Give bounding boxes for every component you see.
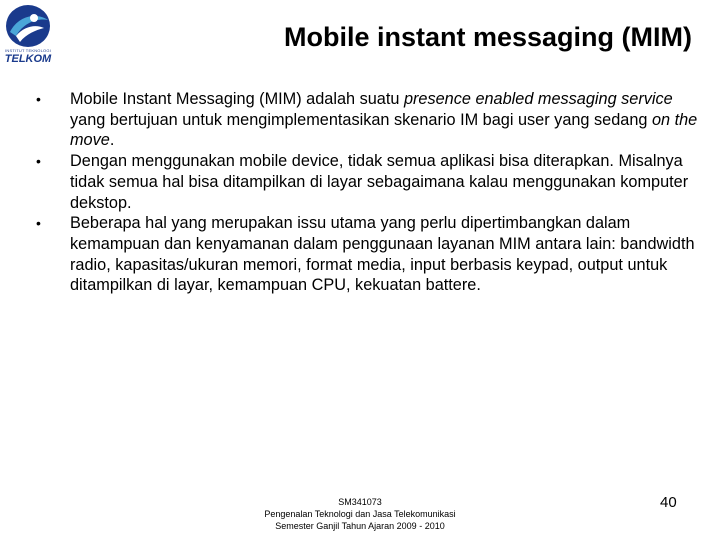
bullet-text: Beberapa hal yang merupakan issu utama yang perlu dipertimbangkan dalam kemampuan dan kenyamanan dalam penggunaan layanan MIM antara lain: bandwidth radio, kapasitas/ukuran memori, format media, input berbasis keypad, output untuk ditampilkan di layar, kemampuan CPU, kekuatan battere.	[70, 214, 695, 295]
logo-wordmark: TELKOM	[4, 53, 52, 65]
bullet-text: presence enabled messaging service	[403, 90, 673, 108]
bullet-text: on the move	[70, 110, 698, 150]
bullet-text: yang bertujuan untuk mengimplementasikan skenario IM bagi user yang sedang	[70, 110, 652, 129]
bullet-text: Dengan menggunakan mobile device, tidak semua aplikasi bisa diterapkan. Misalnya tidak semua hal bisa ditampilkan di layar sebagaimana kalau menggunakan komputer dekstop.	[70, 152, 689, 212]
slide-footer	[240, 496, 480, 532]
footer-course-name: Pengenalan Teknologi dan Jasa Telekomunikasi	[264, 509, 456, 519]
bullet-item	[36, 89, 702, 151]
slide-title: Mobile instant messaging (MIM)	[283, 22, 692, 52]
bullet-marker: •	[36, 91, 41, 107]
bullet-item	[36, 213, 702, 296]
bullet-list	[36, 89, 702, 296]
bullet-item	[36, 151, 702, 213]
bullet-marker: •	[36, 153, 41, 170]
page-number: 40	[660, 494, 677, 511]
bullet-marker: •	[36, 215, 41, 232]
logo-caption: INSTITUT TEKNOLOGI	[5, 48, 51, 53]
footer-course-code: SM341073	[338, 497, 382, 507]
bullet-text: .	[109, 131, 115, 150]
footer-semester: Semester Ganjil Tahun Ajaran 2009 - 2010	[275, 521, 445, 531]
bullet-text: Mobile Instant Messaging (MIM) adalah suatu	[70, 90, 404, 108]
